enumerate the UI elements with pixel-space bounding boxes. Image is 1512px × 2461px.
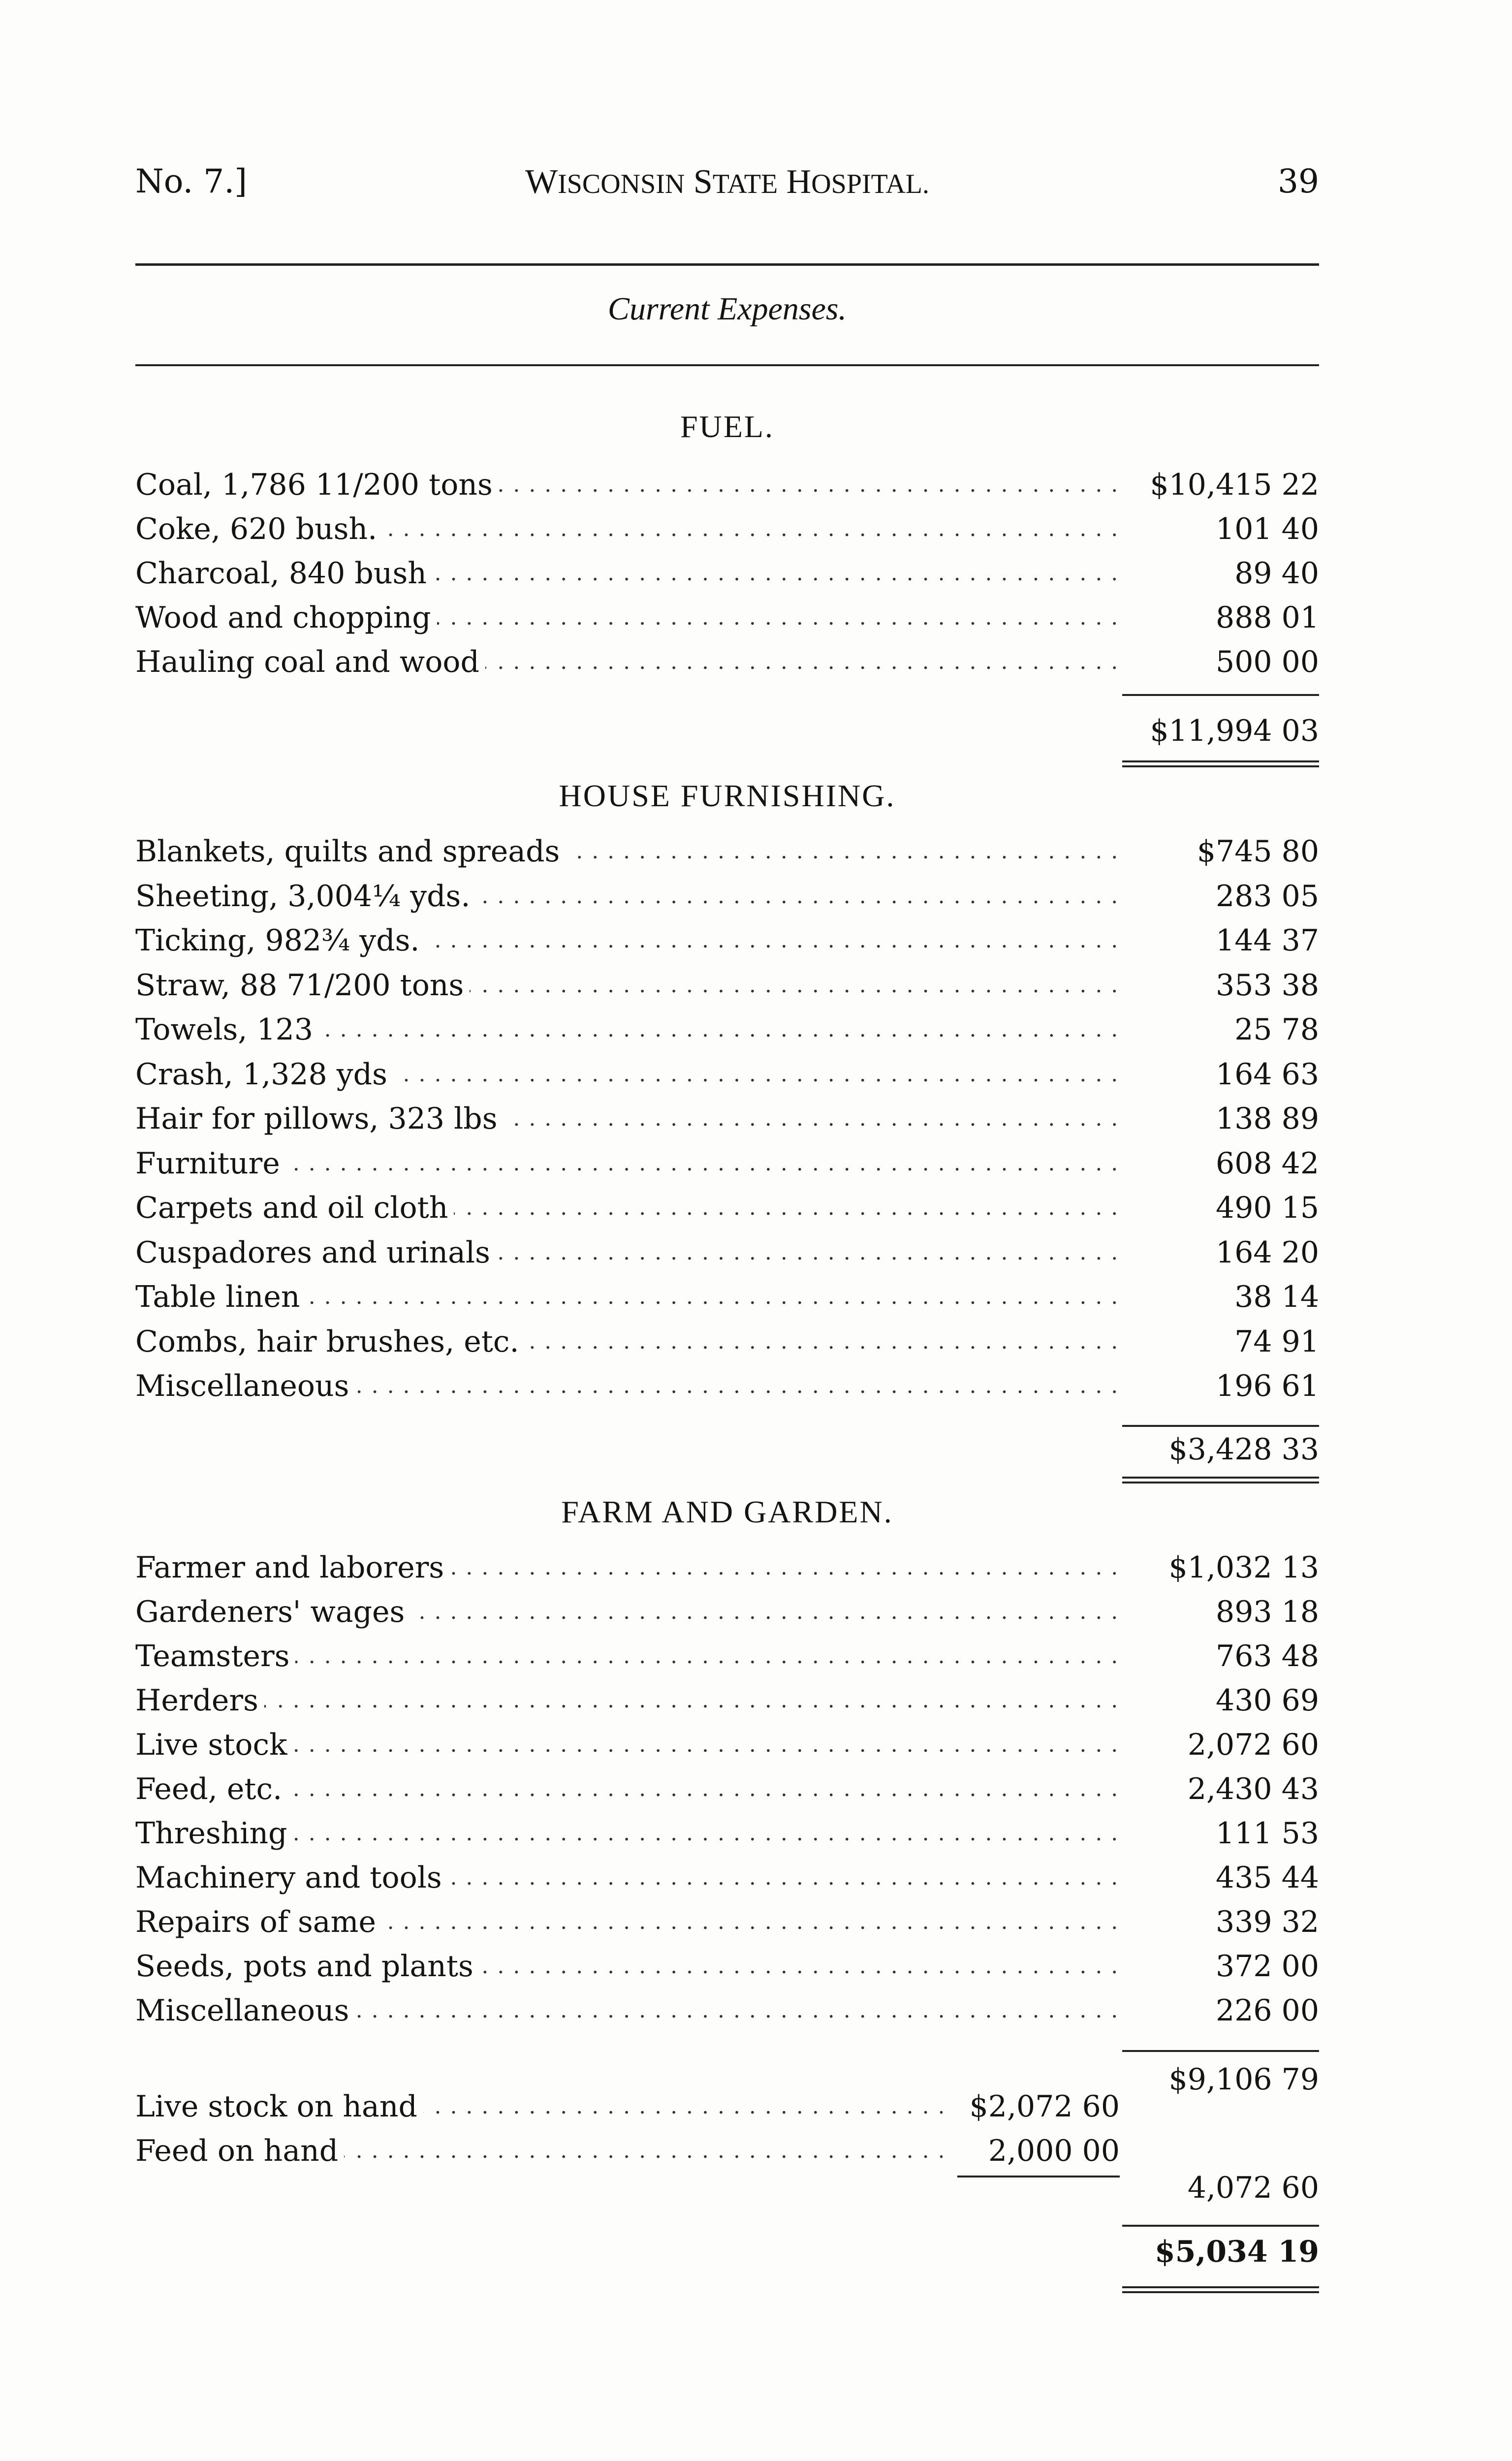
house-item-amount: 353 38 bbox=[1216, 968, 1319, 1003]
house-item-amount: 283 05 bbox=[1216, 879, 1319, 914]
net-sum-rule bbox=[1122, 2225, 1319, 2227]
farm-item-amount: 893 18 bbox=[1216, 1595, 1319, 1629]
house-item-amount: 138 89 bbox=[1216, 1102, 1319, 1136]
farm-item-label: Teamsters bbox=[135, 1639, 295, 1673]
farm-item-amount: 435 44 bbox=[1216, 1861, 1319, 1895]
net-total: $5,034 19 bbox=[1154, 2235, 1319, 2269]
house-line-item bbox=[135, 1275, 1319, 1319]
house-line-item bbox=[135, 1141, 1319, 1186]
farm-item-amount: $1,032 13 bbox=[1168, 1550, 1319, 1585]
header-rule bbox=[135, 263, 1319, 266]
on-hand-total-row bbox=[135, 2166, 1319, 2210]
farm-item-label: Live stock bbox=[135, 1728, 293, 1762]
farm-line-item bbox=[135, 1767, 1319, 1811]
house-item-label: Cuspadores and urinals bbox=[135, 1235, 496, 1270]
on-hand-label: Live stock on hand bbox=[135, 2089, 423, 2124]
farm-line-item bbox=[135, 1634, 1319, 1678]
house-item-label: Hair for pillows, 323 lbs bbox=[135, 1102, 504, 1136]
fuel-item-amount: 500 00 bbox=[1216, 645, 1319, 679]
house-total-row bbox=[135, 1427, 1319, 1472]
house-line-item bbox=[135, 1097, 1319, 1141]
house-line-item bbox=[135, 1230, 1319, 1275]
fuel-item-amount: 888 01 bbox=[1216, 600, 1319, 635]
house-item-amount: 490 15 bbox=[1216, 1191, 1319, 1225]
house-item-label: Blankets, quilts and spreads bbox=[135, 834, 566, 869]
house-line-item bbox=[135, 1008, 1319, 1052]
fuel-line-item bbox=[135, 551, 1319, 596]
fuel-double-rule bbox=[1122, 760, 1319, 767]
section-title-house: HOUSE FURNISHING. bbox=[559, 778, 896, 813]
page-subtitle: Current Expenses. bbox=[607, 291, 847, 327]
house-item-label: Towels, 123 bbox=[135, 1012, 319, 1047]
house-item-label: Combs, hair brushes, etc. bbox=[135, 1325, 525, 1359]
section-title-farm: FARM AND GARDEN. bbox=[561, 1494, 893, 1529]
house-item-amount: 144 37 bbox=[1216, 923, 1319, 958]
farm-line-item bbox=[135, 1988, 1319, 2033]
house-item-amount: 74 91 bbox=[1234, 1325, 1319, 1359]
fuel-line-item bbox=[135, 640, 1319, 684]
house-item-label: Table linen bbox=[135, 1280, 306, 1314]
farm-line-item bbox=[135, 1811, 1319, 1856]
house-line-item bbox=[135, 918, 1319, 963]
farm-item-label: Feed, etc. bbox=[135, 1772, 288, 1806]
fuel-line-item bbox=[135, 596, 1319, 640]
fuel-item-amount: 101 40 bbox=[1216, 512, 1319, 546]
page-number: 39 bbox=[1278, 162, 1319, 200]
house-total: $3,428 33 bbox=[1168, 1432, 1319, 1467]
house-item-label: Furniture bbox=[135, 1146, 286, 1181]
farm-line-item bbox=[135, 1546, 1319, 1590]
on-hand-total: 4,072 60 bbox=[1187, 2171, 1319, 2205]
farm-line-item bbox=[135, 1900, 1319, 1944]
farm-total: $9,106 79 bbox=[1168, 2062, 1319, 2097]
farm-item-amount: 111 53 bbox=[1216, 1816, 1319, 1851]
house-item-amount: 38 14 bbox=[1234, 1280, 1319, 1314]
farm-item-amount: 2,072 60 bbox=[1187, 1728, 1319, 1762]
house-item-label: Miscellaneous bbox=[135, 1369, 355, 1403]
on-hand-amount: $2,072 60 bbox=[969, 2089, 1120, 2124]
farm-item-amount: 226 00 bbox=[1216, 1993, 1319, 2028]
fuel-item-label: Hauling coal and wood bbox=[135, 645, 485, 679]
house-item-label: Sheeting, 3,004¼ yds. bbox=[135, 879, 476, 914]
farm-item-label: Seeds, pots and plants bbox=[135, 1949, 479, 1984]
house-item-label: Straw, 88 71/200 tons bbox=[135, 968, 470, 1003]
fuel-item-label: Wood and chopping bbox=[135, 600, 437, 635]
house-sum-rule bbox=[1122, 1425, 1319, 1427]
running-title: WISCONSIN STATE HOSPITAL. bbox=[525, 163, 929, 201]
fuel-item-label: Coal, 1,786 11/200 tons bbox=[135, 468, 499, 502]
farm-item-amount: 430 69 bbox=[1216, 1683, 1319, 1718]
fuel-item-label: Coke, 620 bush. bbox=[135, 512, 383, 546]
fuel-line-item bbox=[135, 463, 1319, 507]
house-line-item bbox=[135, 829, 1319, 874]
farm-line-item bbox=[135, 1678, 1319, 1723]
house-line-item bbox=[135, 1364, 1319, 1408]
farm-item-amount: 372 00 bbox=[1216, 1949, 1319, 1984]
farm-sum-rule bbox=[1122, 2050, 1319, 2052]
on-hand-row bbox=[135, 2084, 1319, 2129]
farm-line-item bbox=[135, 1590, 1319, 1634]
house-item-amount: 196 61 bbox=[1216, 1369, 1319, 1403]
house-line-item bbox=[135, 963, 1319, 1008]
farm-item-label: Miscellaneous bbox=[135, 1993, 355, 2028]
fuel-item-amount: $10,415 22 bbox=[1150, 468, 1319, 502]
net-total-row bbox=[135, 2230, 1319, 2274]
house-line-item bbox=[135, 1320, 1319, 1364]
section-title-fuel: FUEL. bbox=[680, 409, 774, 444]
house-item-amount: 25 78 bbox=[1234, 1012, 1319, 1047]
farm-item-label: Machinery and tools bbox=[135, 1861, 448, 1895]
farm-item-amount: 2,430 43 bbox=[1187, 1772, 1319, 1806]
fuel-item-amount: 89 40 bbox=[1234, 556, 1319, 591]
fuel-total-row bbox=[135, 709, 1319, 753]
house-item-amount: 608 42 bbox=[1216, 1146, 1319, 1181]
farm-line-item bbox=[135, 1944, 1319, 1988]
fuel-line-item bbox=[135, 507, 1319, 551]
house-line-item bbox=[135, 874, 1319, 918]
farm-item-label: Gardeners' wages bbox=[135, 1595, 410, 1629]
farm-item-label: Repairs of same bbox=[135, 1905, 382, 1939]
on-hand-amount: 2,000 00 bbox=[988, 2134, 1120, 2168]
farm-item-label: Herders bbox=[135, 1683, 264, 1718]
house-item-amount: 164 20 bbox=[1216, 1235, 1319, 1270]
document-number: No. 7.] bbox=[135, 162, 248, 200]
fuel-total: $11,994 03 bbox=[1150, 714, 1319, 748]
running-header bbox=[135, 162, 1319, 217]
house-line-item bbox=[135, 1052, 1319, 1097]
farm-item-amount: 339 32 bbox=[1216, 1905, 1319, 1939]
house-item-amount: 164 63 bbox=[1216, 1057, 1319, 1092]
on-hand-label: Feed on hand bbox=[135, 2134, 344, 2168]
farm-line-item bbox=[135, 1856, 1319, 1900]
fuel-item-label: Charcoal, 840 bush bbox=[135, 556, 433, 591]
farm-line-item bbox=[135, 1723, 1319, 1767]
house-item-amount: $745 80 bbox=[1197, 834, 1319, 869]
net-double-rule bbox=[1122, 2286, 1319, 2293]
house-item-label: Carpets and oil cloth bbox=[135, 1191, 454, 1225]
house-double-rule bbox=[1122, 1477, 1319, 1483]
fuel-sum-rule bbox=[1122, 694, 1319, 696]
house-item-label: Ticking, 982¾ yds. bbox=[135, 923, 425, 958]
farm-item-label: Threshing bbox=[135, 1816, 293, 1851]
farm-item-label: Farmer and laborers bbox=[135, 1550, 450, 1585]
house-item-label: Crash, 1,328 yds bbox=[135, 1057, 393, 1092]
subtitle-rule bbox=[135, 364, 1319, 366]
farm-item-amount: 763 48 bbox=[1216, 1639, 1319, 1673]
house-line-item bbox=[135, 1186, 1319, 1230]
